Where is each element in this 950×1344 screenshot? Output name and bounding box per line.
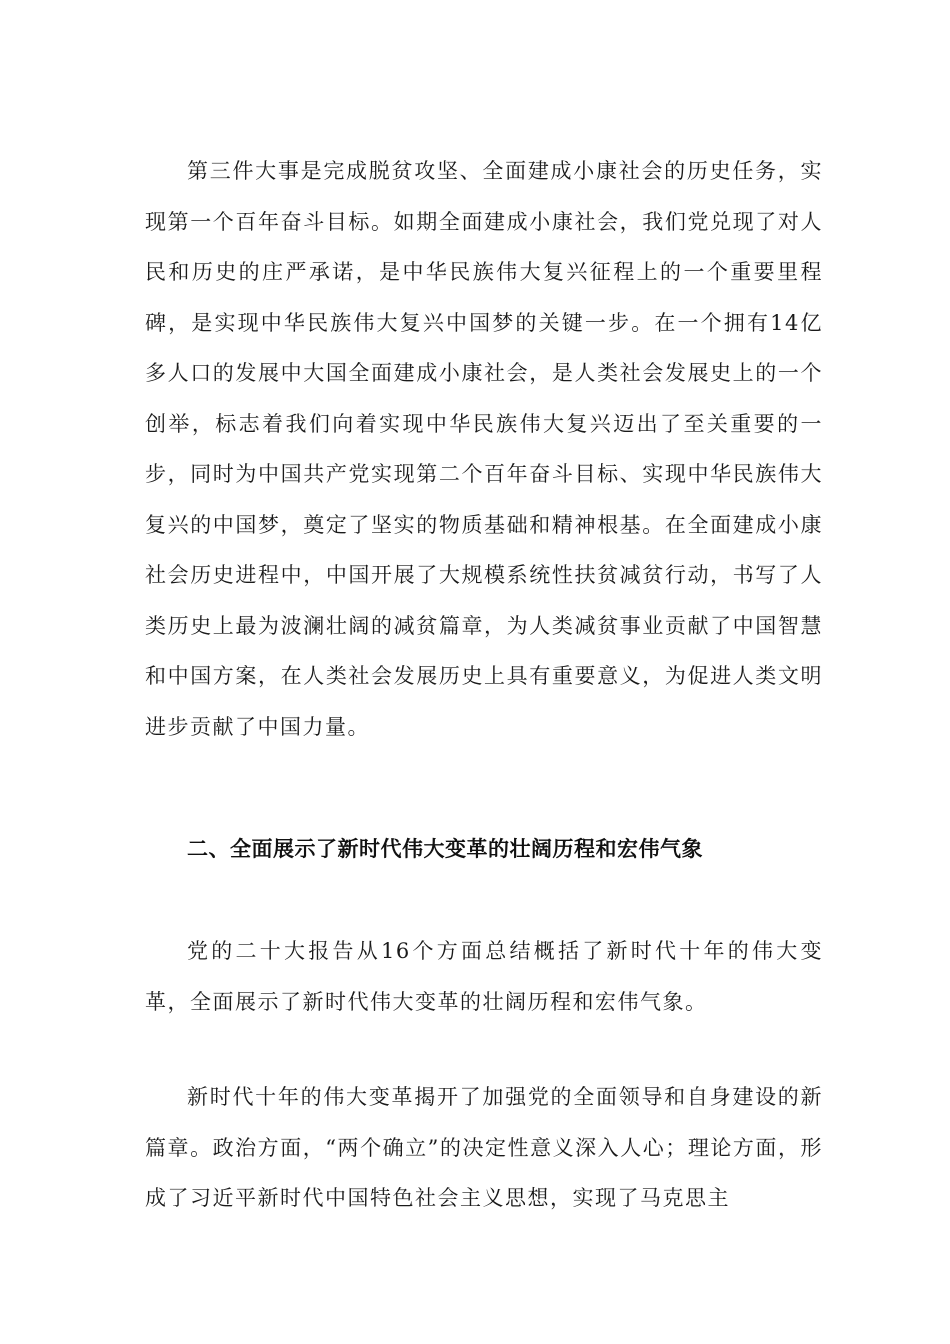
body-paragraph: 第三件大事是完成脱贫攻坚、全面建成小康社会的历史任务，实现第一个百年奋斗目标。如期全面建成小康社会，我们党兑现了对人民和历史的庄严承诺，是中华民族伟大复兴征程上的一个重要里程碑，是实现中华民族伟大复兴中国梦的关键一步。在一个拥有14亿多人口的发展中大国全面建成小康社会，是人类社会发展史上的一个创举，标志着我们向着实现中华民族伟大复兴迈出了至关重要的一步，同时为中国共产党实现第二个百年奋斗目标、实现中华民族伟大复兴的中国梦，奠定了坚实的物质基础和精神根基。在全面建成小康社会历史进程中，中国开展了大规模系统性扶贫减贫行动，书写了人类历史上最为波澜壮阔的减贫篇章，为人类减贫事业贡献了中国智慧和中国方案，在人类社会发展历史上具有重要意义，为促进人类文明进步贡献了中国力量。	[145, 159, 823, 739]
section-heading: 二、全面展示了新时代伟大变革的壮阔历程和宏伟气象	[187, 837, 703, 861]
body-paragraph: 新时代十年的伟大变革揭开了加强党的全面领导和自身建设的新篇章。政治方面，“两个确立”的决定性意义深入人心；理论方面，形成了习近平新时代中国特色社会主义思想，实现了马克思主	[145, 1085, 823, 1210]
body-paragraph: 党的二十大报告从16个方面总结概括了新时代十年的伟大变革，全面展示了新时代伟大变革的壮阔历程和宏伟气象。	[145, 939, 823, 1014]
